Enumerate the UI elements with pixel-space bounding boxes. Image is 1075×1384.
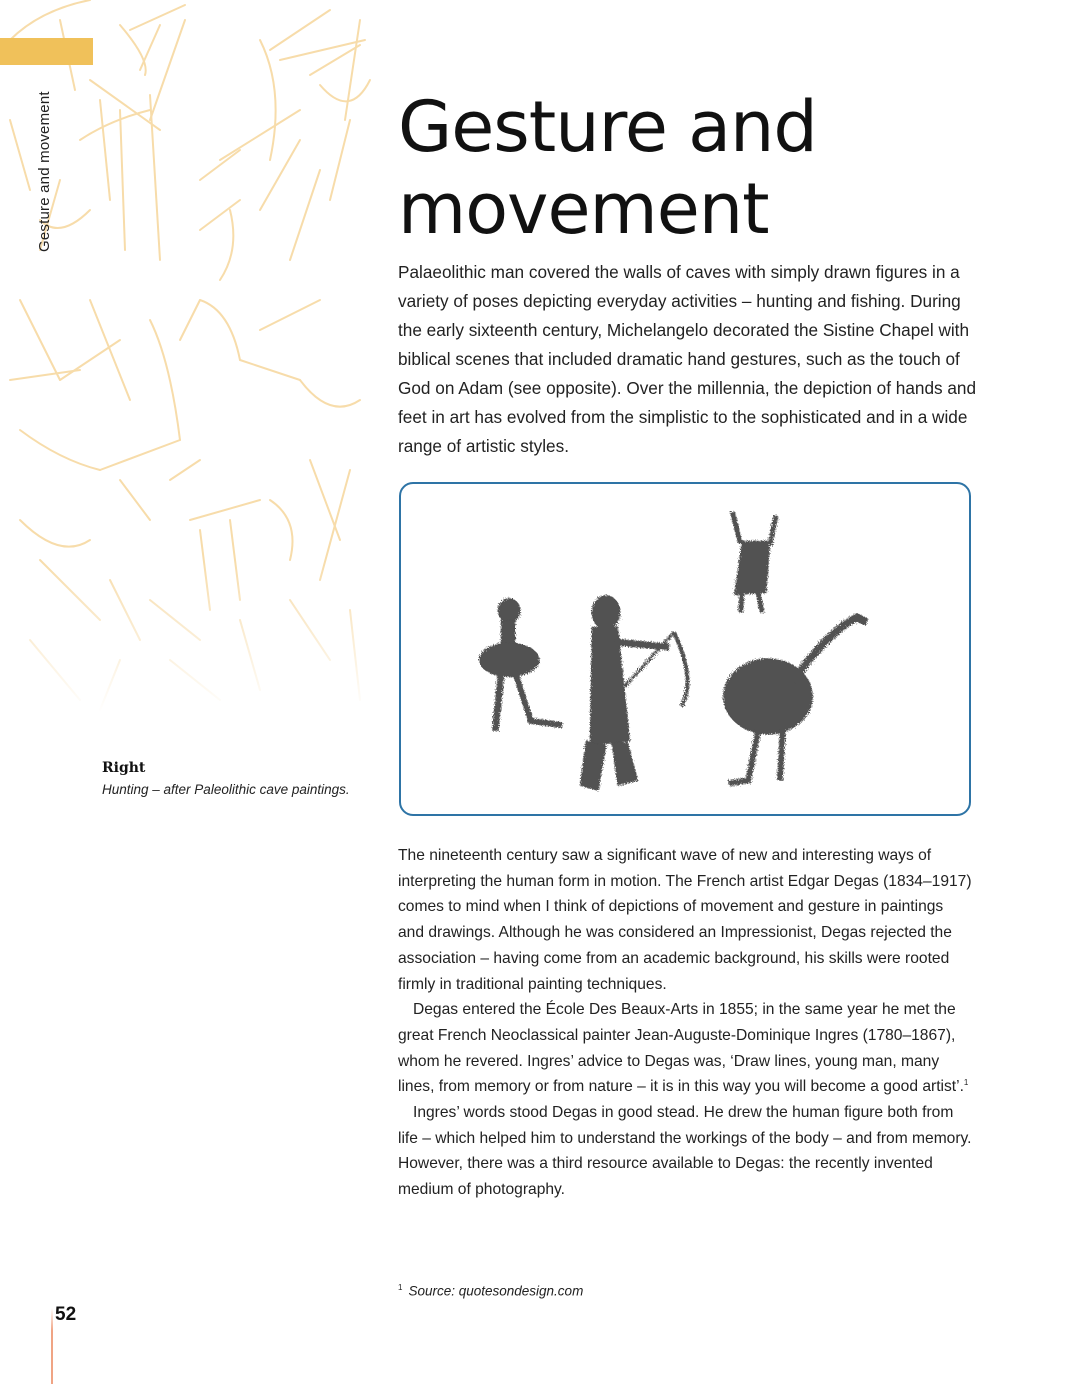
left-figure [479, 599, 562, 731]
folio-rule [51, 1308, 53, 1384]
title-line-2: movement [398, 168, 769, 250]
body-paragraph-1: The nineteenth century saw a significant wave of new and interesting ways of interpreting the human form in motion. The French artist Edgar Degas (1834–1917) comes to mind when I think of depictions of movement and gesture in paintings and drawings. Although he was considered an Impressionist, Degas rejected the association – having come from an academic background, his skills were rooted firmly in traditional painting techniques. [398, 847, 972, 993]
body-text [398, 843, 973, 1203]
dancing-figure [732, 512, 775, 613]
figure-caption-heading: Right [102, 760, 146, 776]
ostrich-figure [724, 617, 867, 783]
footnote-text: Source: quotesondesign.com [408, 1283, 584, 1299]
footnote-reference[interactable]: 1 [963, 1078, 969, 1088]
body-paragraph-3: Ingres’ words stood Degas in good stead. He drew the human figure both from life – which helped him to understand the workings of the body – and from memory. However, there was a third resource available to Degas: the recently invented medium of photography. [398, 1104, 972, 1199]
running-head: Gesture and movement [36, 91, 53, 252]
intro-paragraph: Palaeolithic man covered the walls of caves with simply drawn figures in a variety of poses depicting everyday activities – hunting and fishing. During the early sixteenth century, Michelangelo decorated the Sistine Chapel with biblical scenes that included dramatic hand gestures, such as the touch of God on Adam (see opposite). Over the millennia, the depiction of hands and feet in art has evolved from the simplistic to the sophisticated and in a wide range of artistic styles. [398, 262, 977, 456]
page-number: 52 [55, 1304, 77, 1325]
figure-caption-text: Hunting – after Paleolithic cave paintings. [102, 782, 350, 797]
footnote [398, 1283, 583, 1299]
body-paragraph-2 [398, 997, 973, 1100]
body-paragraph-2-text: Degas entered the École Des Beaux-Arts in 1855; in the same year he met the great French Neoclassical painter Jean-Auguste-Dominique Ingres (1780–1867), whom he revered. Ingres’ advice to Degas was, ‘Draw lines, young man, many lines, from memory or from nature – it is in this way you will become a good artist’. [398, 1001, 964, 1096]
archer-figure [580, 596, 687, 791]
sketch-fade [0, 560, 380, 720]
footnote-marker: 1 [398, 1283, 403, 1292]
title-line-1: Gesture and [398, 86, 817, 168]
figure-frame [399, 482, 971, 816]
page-title [398, 86, 817, 250]
cave-painting-illustration [401, 484, 969, 814]
